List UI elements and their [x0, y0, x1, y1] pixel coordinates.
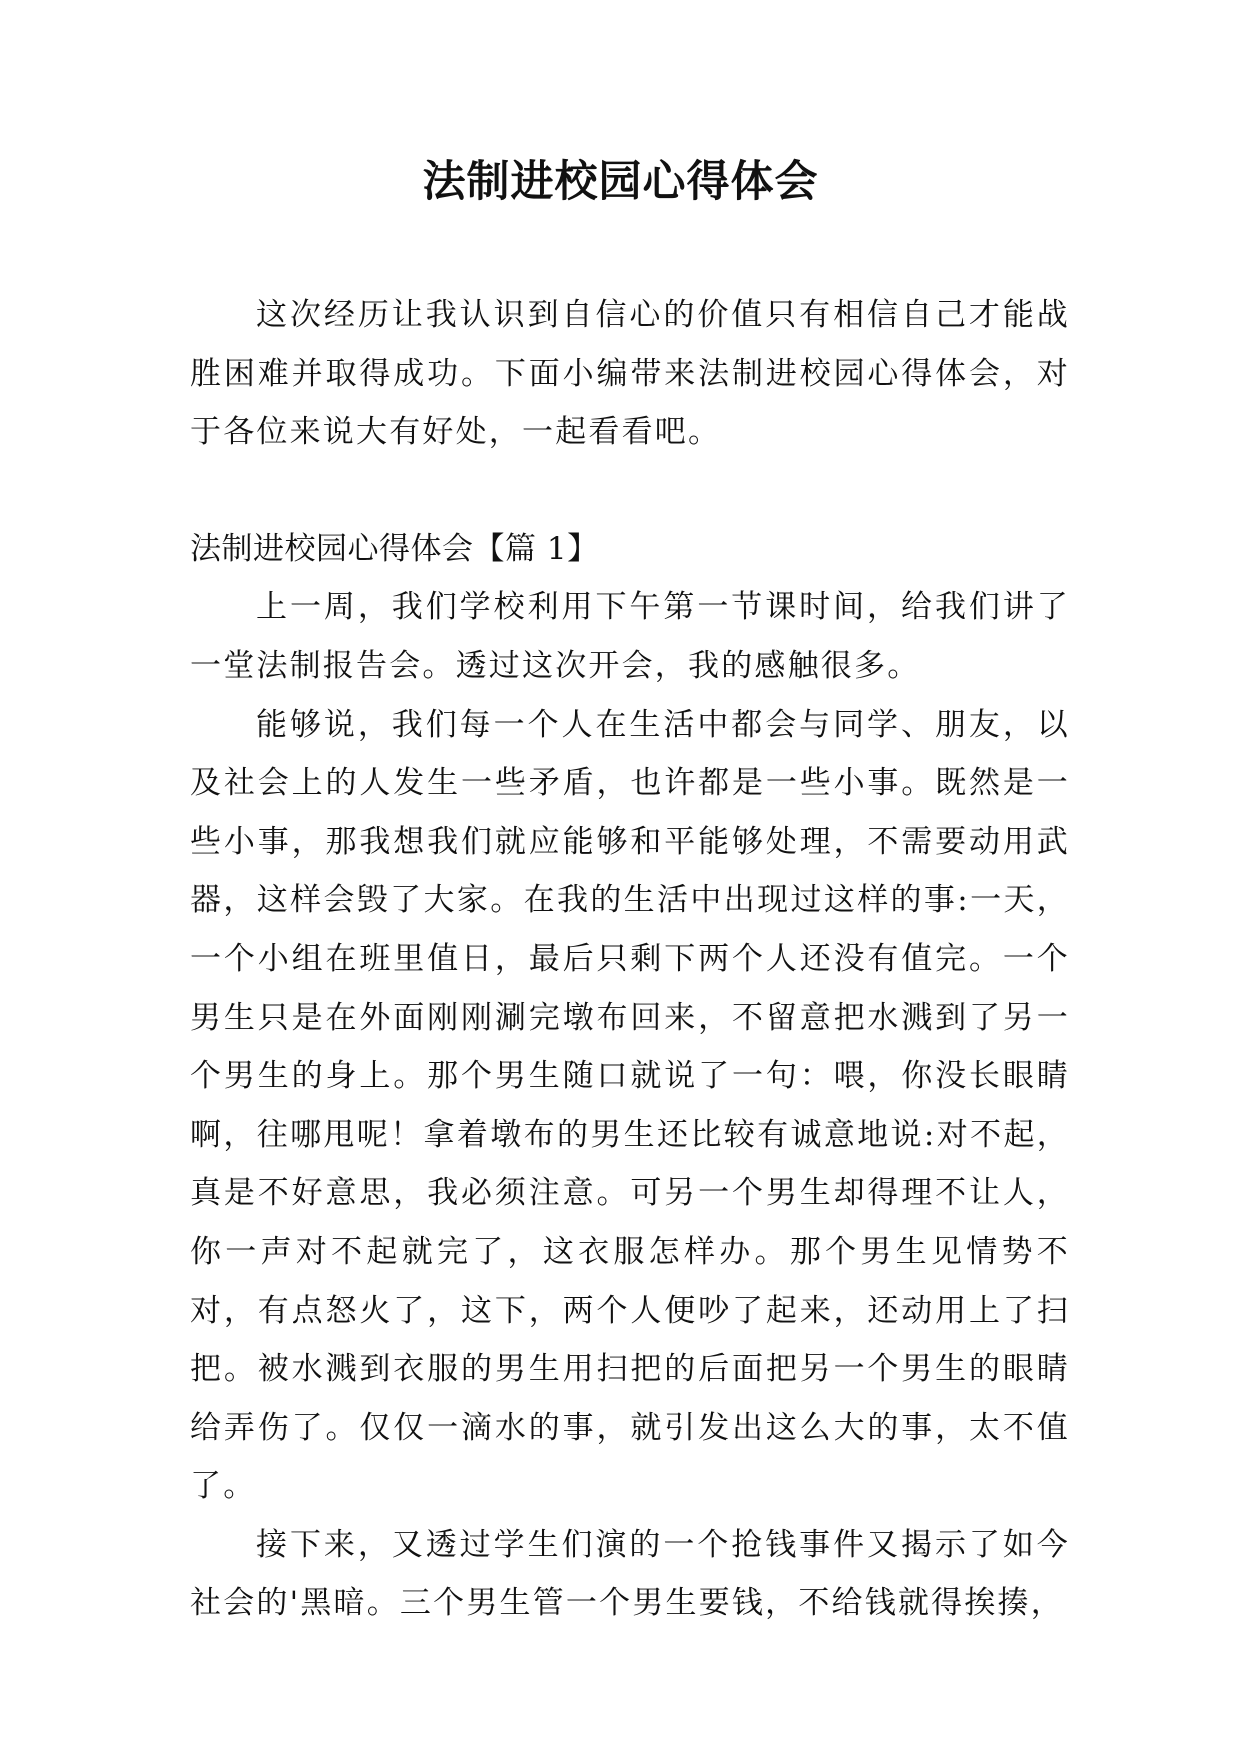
intro-paragraph: 这次经历让我认识到自信心的价值只有相信自己才能战胜困难并取得成功。下面小编带来法制进校园心得体会，对于各位来说大有好处，一起看看吧。: [190, 297, 1070, 451]
body-paragraph-3: 接下来，又透过学生们演的一个抢钱事件又揭示了如今社会的'黑暗。三个男生管一个男生要钱，不给钱就得挨揍，: [190, 1526, 1070, 1622]
body-paragraph-2: 能够说，我们每一个人在生活中都会与同学、朋友，以及社会上的人发生一些矛盾，也许都是一些小事。既然是一些小事，那我想我们就应能够和平能够处理，不需要动用武器，这样会毁了大家。在我的生活中出现过这样的事:一天，一个小组在班里值日，最后只剩下两个人还没有值完。一个男生只是在外面刚刚涮完墩布回来，不留意把水溅到了另一个男生的身上。那个男生随口就说了一句：喂，你没长眼睛啊，往哪甩呢！拿着墩布的男生还比较有诚意地说:对不起，真是不好意思，我必须注意。可另一个男生却得理不让人，你一声对不起就完了，这衣服怎样办。那个男生见情势不对，有点怒火了，这下，两个人便吵了起来，还动用上了扫把。被水溅到衣服的男生用扫把的后面把另一个男生的眼睛给弄伤了。仅仅一滴水的事，就引发出这么大的事，太不值了。: [190, 706, 1070, 1505]
document-title: 法制进校园心得体会: [422, 157, 819, 207]
section-heading: 法制进校园心得体会【篇 1】: [190, 530, 599, 567]
document-body: [190, 286, 1070, 1633]
body-paragraph-1: 上一周，我们学校利用下午第一节课时间，给我们讲了一堂法制报告会。透过这次开会，我的感触很多。: [190, 589, 1070, 684]
